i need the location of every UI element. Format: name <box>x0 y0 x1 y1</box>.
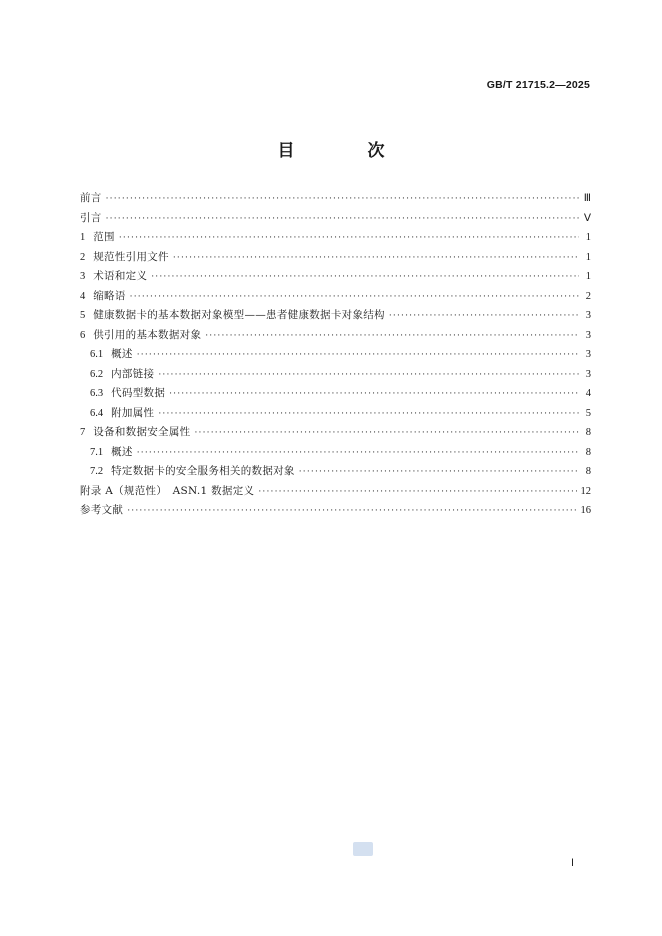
toc-entry-number: 4 <box>80 290 86 302</box>
toc-entry[interactable] <box>80 248 591 268</box>
footer-page-number: Ⅰ <box>571 858 574 869</box>
toc-entry-page: 8 <box>585 446 591 458</box>
toc-entry[interactable] <box>80 189 591 209</box>
toc-entry-label: 缩略语 <box>93 289 126 302</box>
toc-entry-number: 7.2 <box>90 466 104 477</box>
toc-entry-label: 范围 <box>93 231 115 243</box>
toc-leader-dots <box>130 288 579 308</box>
toc-leader-dots <box>119 229 579 249</box>
toc-entry-page: 16 <box>580 505 591 516</box>
toc-entry-page: 4 <box>585 388 591 399</box>
toc-entry-label: 特定数据卡的安全服务相关的数据对象 <box>111 465 295 477</box>
toc-entry-number: 5 <box>80 310 86 321</box>
toc-entry-page: 1 <box>585 271 591 282</box>
toc-entry[interactable] <box>80 443 591 463</box>
toc-entry[interactable] <box>80 423 591 443</box>
toc-entry-label: 规范性引用文件 <box>93 250 169 263</box>
standard-number: GB/T 21715.2—2025 <box>486 79 590 91</box>
toc-entry-page: 3 <box>585 310 591 321</box>
toc-entry-label: 参考文献 <box>80 504 124 516</box>
toc-entry-page: 12 <box>580 485 591 497</box>
toc-entry-label: 前言 <box>80 192 102 204</box>
toc-entry-label: 概述 <box>111 348 133 360</box>
watermark-logo-icon <box>353 842 373 856</box>
toc-entry-page: 5 <box>585 407 591 419</box>
toc-entry-page: Ⅴ <box>583 212 591 224</box>
toc-entry-number: 6.2 <box>90 368 104 380</box>
toc-leader-dots <box>127 502 576 522</box>
toc-entry[interactable] <box>80 501 591 521</box>
toc-entry-number: 6.1 <box>90 349 104 360</box>
toc-entry-number: 6.4 <box>90 407 104 419</box>
toc-leader-dots <box>158 366 579 386</box>
toc-leader-dots <box>194 424 579 444</box>
toc-entry-number: 6.3 <box>90 388 104 399</box>
toc-entry[interactable] <box>80 345 591 365</box>
page-title: 目 次 <box>277 141 413 161</box>
toc-entry[interactable] <box>80 287 591 307</box>
table-of-contents <box>80 189 591 521</box>
toc-leader-dots <box>258 483 576 503</box>
toc-entry[interactable] <box>80 482 591 502</box>
toc-leader-dots <box>299 463 579 483</box>
toc-entry[interactable] <box>80 267 591 287</box>
toc-entry-page: 1 <box>585 251 591 263</box>
toc-leader-dots <box>137 346 579 366</box>
toc-entry-label: 术语和定义 <box>93 270 148 282</box>
toc-leader-dots <box>169 385 579 405</box>
toc-leader-dots <box>151 268 579 288</box>
toc-entry[interactable] <box>80 209 591 229</box>
toc-entry-page: 8 <box>585 466 591 477</box>
toc-entry-page: 3 <box>585 368 591 380</box>
toc-entry[interactable] <box>80 462 591 482</box>
toc-entry[interactable] <box>80 326 591 346</box>
toc-entry-number: 3 <box>80 271 86 282</box>
toc-entry-page: 8 <box>585 427 591 438</box>
toc-leader-dots <box>137 444 579 464</box>
toc-entry-page: 3 <box>585 349 591 360</box>
toc-leader-dots <box>173 249 579 269</box>
toc-entry-label: 引言 <box>80 211 102 224</box>
toc-entry[interactable] <box>80 365 591 385</box>
toc-entry[interactable] <box>80 306 591 326</box>
toc-entry-label: 附录 A（规范性） ASN.1 数据定义 <box>80 484 255 497</box>
toc-entry-number: 1 <box>80 232 86 243</box>
toc-entry-label: 供引用的基本数据对象 <box>93 328 202 341</box>
toc-leader-dots <box>106 210 579 230</box>
toc-entry[interactable] <box>80 384 591 404</box>
toc-entry-page: 3 <box>585 329 591 341</box>
toc-entry-label: 概述 <box>111 445 133 458</box>
toc-entry-label: 内部链接 <box>111 367 155 380</box>
toc-entry[interactable] <box>80 228 591 248</box>
toc-entry-label: 代码型数据 <box>111 387 166 399</box>
toc-entry-page: 1 <box>585 232 591 243</box>
toc-leader-dots <box>158 405 579 425</box>
toc-leader-dots <box>389 307 579 327</box>
toc-leader-dots <box>106 190 579 210</box>
toc-leader-dots <box>205 327 579 347</box>
toc-entry-number: 7.1 <box>90 446 104 458</box>
toc-entry-number: 7 <box>80 427 86 438</box>
toc-entry-page: Ⅲ <box>583 193 591 204</box>
toc-entry-label: 健康数据卡的基本数据对象模型——患者健康数据卡对象结构 <box>93 309 385 321</box>
toc-entry-label: 设备和数据安全属性 <box>93 426 191 438</box>
toc-entry-label: 附加属性 <box>111 406 155 419</box>
toc-entry-page: 2 <box>585 290 591 302</box>
toc-entry[interactable] <box>80 404 591 424</box>
toc-entry-number: 2 <box>80 251 86 263</box>
toc-entry-number: 6 <box>80 329 86 341</box>
